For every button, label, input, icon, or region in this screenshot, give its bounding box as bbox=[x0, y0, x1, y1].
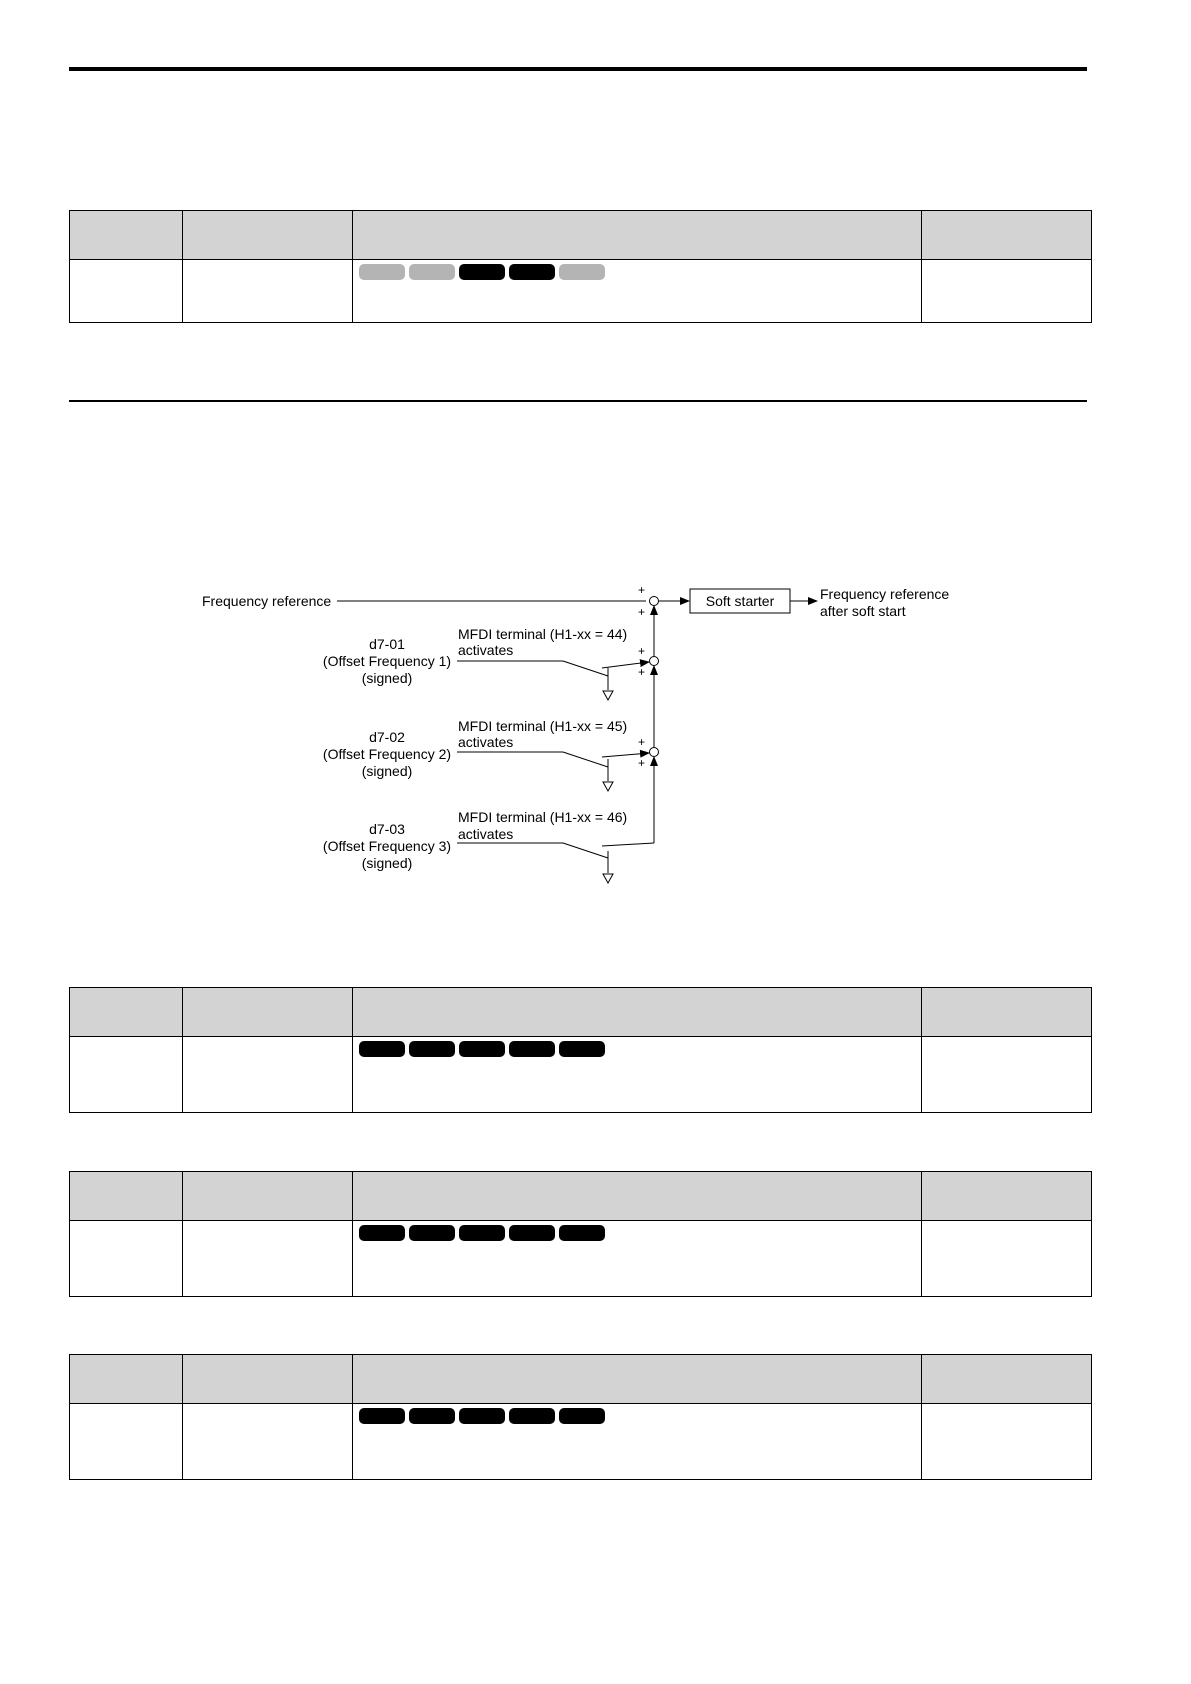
offset-1-mfdi-line1: MFDI terminal (H1-xx = 44) bbox=[458, 626, 628, 642]
summing-junction-main bbox=[650, 597, 659, 606]
offset-2-mfdi-line2: activates bbox=[458, 734, 514, 750]
cell-description bbox=[353, 1404, 922, 1480]
cell-name bbox=[183, 1221, 353, 1297]
cell-default bbox=[922, 1221, 1092, 1297]
output-label-line1: Frequency reference bbox=[820, 586, 950, 602]
header-cell-no bbox=[70, 1172, 183, 1221]
mode-badge bbox=[409, 1041, 455, 1057]
header-cell-default bbox=[922, 1172, 1092, 1221]
mode-badge bbox=[359, 1225, 405, 1241]
offset-1-code: d7-01 bbox=[369, 636, 405, 652]
header-cell-name bbox=[183, 1172, 353, 1221]
table-row bbox=[70, 1404, 1092, 1480]
offset-3-switch-blade bbox=[563, 843, 608, 858]
mode-badge bbox=[509, 1225, 555, 1241]
mode-badge bbox=[459, 1041, 505, 1057]
offset-1-signed: (signed) bbox=[361, 670, 413, 686]
cell-description bbox=[353, 1221, 922, 1297]
control-mode-badges bbox=[353, 1404, 921, 1424]
offset-3-code: d7-03 bbox=[369, 821, 405, 837]
offset-2-mfdi-line1: MFDI terminal (H1-xx = 45) bbox=[458, 718, 628, 734]
soft-starter-label: Soft starter bbox=[705, 593, 775, 609]
offset-1-mfdi-line2: activates bbox=[458, 642, 514, 658]
offset-3-mfdi-line2: activates bbox=[458, 826, 514, 842]
offset-3-signed: (signed) bbox=[361, 855, 413, 871]
mode-badge bbox=[559, 1041, 605, 1057]
cell-default bbox=[922, 1404, 1092, 1480]
header-cell-default bbox=[922, 988, 1092, 1037]
offset-3-ground-icon bbox=[603, 874, 613, 883]
header-cell-description bbox=[353, 988, 922, 1037]
table-row bbox=[70, 1221, 1092, 1297]
offset-2-code: d7-02 bbox=[369, 729, 405, 745]
parameter-table-4 bbox=[69, 1354, 1092, 1480]
mode-badge bbox=[559, 1408, 605, 1424]
mode-badge bbox=[509, 1408, 555, 1424]
mode-badge bbox=[509, 1041, 555, 1057]
output-label-line2: after soft start bbox=[820, 603, 906, 619]
header-cell-no bbox=[70, 988, 183, 1037]
input-label: Frequency reference bbox=[202, 593, 332, 609]
mode-badge bbox=[359, 1408, 405, 1424]
cell-no bbox=[70, 1404, 183, 1480]
plus-sign: + bbox=[638, 605, 646, 619]
cell-default bbox=[922, 1037, 1092, 1113]
cell-name bbox=[183, 1037, 353, 1113]
summing-junction-2 bbox=[650, 657, 659, 666]
plus-sign: + bbox=[638, 583, 646, 597]
table-header-row bbox=[70, 988, 1092, 1037]
header-cell-no bbox=[70, 1355, 183, 1404]
parameter-table-3 bbox=[69, 1171, 1092, 1297]
header-cell-description bbox=[353, 1172, 922, 1221]
header-cell-name bbox=[183, 988, 353, 1037]
cell-description bbox=[353, 1037, 922, 1113]
offset-3-mfdi-line1: MFDI terminal (H1-xx = 46) bbox=[458, 809, 628, 825]
table-row bbox=[70, 1037, 1092, 1113]
cell-name bbox=[183, 1404, 353, 1480]
header-cell-description bbox=[353, 1355, 922, 1404]
offset-2-switch-blade bbox=[563, 752, 608, 767]
offset-2-name: (Offset Frequency 2) bbox=[322, 746, 452, 762]
offset-2-signed: (signed) bbox=[361, 763, 413, 779]
cell-no bbox=[70, 1221, 183, 1297]
offset-3-name: (Offset Frequency 3) bbox=[322, 838, 452, 854]
table-header-row bbox=[70, 1355, 1092, 1404]
mode-badge bbox=[459, 1225, 505, 1241]
mode-badge bbox=[409, 1225, 455, 1241]
control-mode-badges bbox=[353, 1037, 921, 1057]
cell-no bbox=[70, 1037, 183, 1113]
mode-badge bbox=[409, 1408, 455, 1424]
offset-3-switch-contact bbox=[602, 843, 654, 846]
plus-sign: + bbox=[638, 644, 646, 658]
offset-1-switch-blade bbox=[563, 661, 608, 676]
plus-sign: + bbox=[638, 665, 646, 679]
summing-junction-3 bbox=[650, 748, 659, 757]
header-cell-default bbox=[922, 1355, 1092, 1404]
header-cell-name bbox=[183, 1355, 353, 1404]
table-header-row bbox=[70, 1172, 1092, 1221]
parameter-table-2 bbox=[69, 987, 1092, 1113]
offset-1-ground-icon bbox=[603, 691, 613, 700]
offset-2-ground-icon bbox=[603, 782, 613, 791]
mode-badge bbox=[459, 1408, 505, 1424]
plus-sign: + bbox=[638, 735, 646, 749]
control-mode-badges bbox=[353, 1221, 921, 1241]
mode-badge bbox=[559, 1225, 605, 1241]
offset-1-name: (Offset Frequency 1) bbox=[322, 653, 452, 669]
mode-badge bbox=[359, 1041, 405, 1057]
plus-sign: + bbox=[638, 756, 646, 770]
